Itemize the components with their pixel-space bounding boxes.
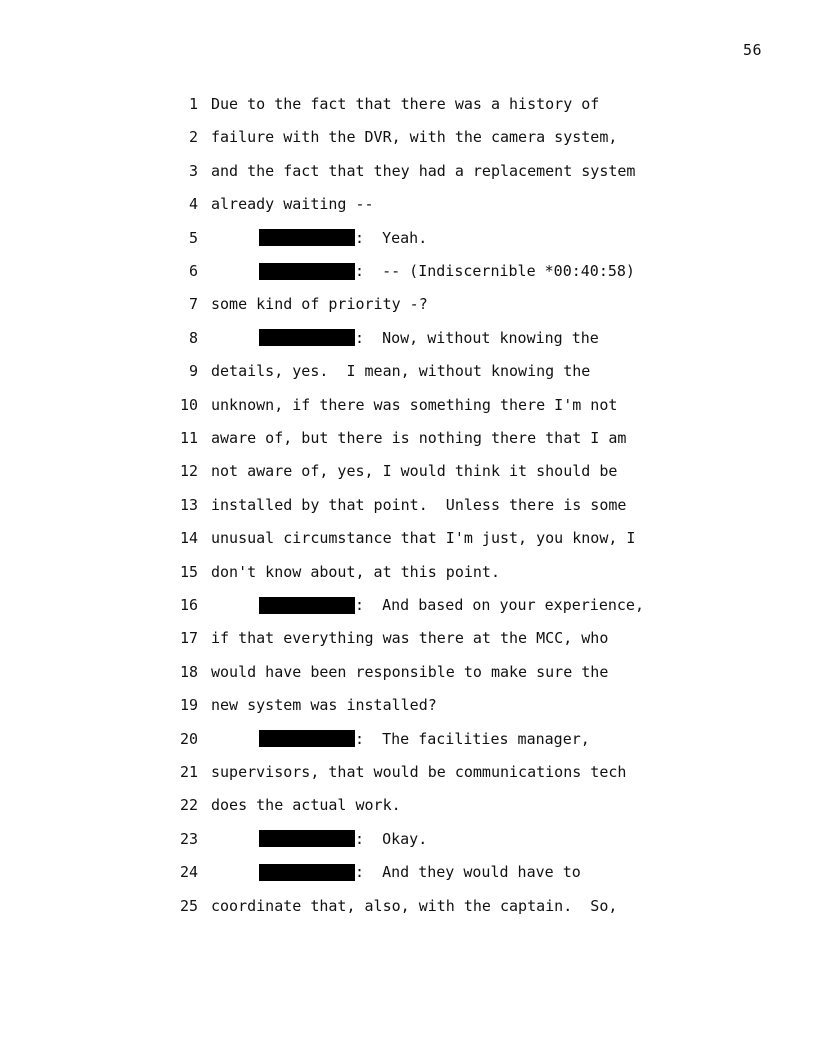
transcript-line — [0, 861, 816, 883]
line-number: 12 — [179, 462, 198, 481]
line-content: if that everything was there at the MCC, who — [211, 629, 609, 648]
line-content: : And based on your experience, — [355, 596, 644, 614]
line-number: 1 — [188, 95, 198, 113]
transcript-line — [0, 527, 816, 549]
line-number: 23 — [179, 829, 198, 848]
line-content: aware of, but there is nothing there that I am — [211, 429, 627, 447]
line-text — [211, 561, 500, 583]
line-text — [211, 661, 608, 683]
line-number: 2 — [188, 128, 198, 147]
line-content: not aware of, yes, I would think it should be — [211, 462, 618, 481]
transcript-line — [0, 828, 816, 850]
line-number: 17 — [179, 629, 198, 648]
transcript-line — [0, 594, 816, 616]
transcript-line — [0, 895, 816, 917]
line-content: : And they would have to — [355, 863, 581, 882]
line-text — [211, 93, 599, 115]
transcript-line — [0, 227, 816, 249]
line-content: supervisors, that would be communications tech — [211, 763, 627, 781]
line-text — [211, 895, 617, 917]
redacted-speaker-name — [259, 329, 355, 346]
speaker-line — [259, 594, 644, 616]
line-content: Due to the fact that there was a history of — [211, 95, 600, 113]
transcript-line — [0, 126, 816, 148]
redacted-speaker-name — [259, 597, 355, 614]
transcript-line — [0, 260, 816, 282]
line-number: 18 — [179, 662, 198, 681]
line-content: : The facilities manager, — [355, 729, 590, 748]
line-number: 8 — [188, 328, 198, 347]
line-content: details, yes. I mean, without knowing the — [211, 362, 591, 381]
page-number: 56 — [742, 41, 762, 59]
line-number: 5 — [188, 228, 198, 247]
line-text — [211, 761, 626, 783]
transcript-line — [0, 728, 816, 750]
line-text — [211, 494, 626, 516]
line-content: : Now, without knowing the — [355, 328, 599, 347]
redacted-speaker-name — [259, 830, 355, 847]
line-content: : -- (Indiscernible *00:40:58) — [355, 262, 635, 280]
line-text — [211, 394, 617, 416]
redacted-speaker-name — [259, 229, 355, 246]
line-content: installed by that point. Unless there is some — [211, 495, 627, 514]
line-content: don't know about, at this point. — [211, 562, 500, 581]
speaker-line — [259, 861, 581, 883]
line-text — [211, 527, 635, 549]
line-content: would have been responsible to make sure the — [211, 662, 609, 681]
line-text — [211, 794, 401, 816]
transcript-line — [0, 360, 816, 382]
line-number: 6 — [188, 262, 198, 280]
transcript-line — [0, 627, 816, 649]
line-number: 15 — [179, 562, 198, 581]
line-text — [211, 694, 437, 716]
speaker-line — [259, 260, 635, 282]
transcript-line — [0, 494, 816, 516]
speaker-line — [259, 327, 599, 349]
transcript-line — [0, 427, 816, 449]
line-number: 21 — [179, 763, 198, 781]
line-number: 25 — [179, 896, 198, 915]
line-content: unknown, if there was something there I'm not — [211, 395, 618, 414]
speaker-line — [259, 227, 427, 249]
redacted-speaker-name — [259, 263, 355, 280]
speaker-line — [259, 728, 590, 750]
line-content: : Okay. — [355, 829, 428, 848]
transcript-line — [0, 761, 816, 783]
line-number: 9 — [188, 362, 198, 381]
line-content: some kind of priority -? — [211, 295, 428, 314]
line-content: coordinate that, also, with the captain. So, — [211, 896, 618, 915]
transcript-line — [0, 93, 816, 115]
line-number: 3 — [188, 161, 198, 180]
line-content: unusual circumstance that I'm just, you know, I — [211, 529, 636, 548]
transcript-line — [0, 327, 816, 349]
transcript-line — [0, 794, 816, 816]
line-text — [211, 193, 374, 215]
line-number: 24 — [179, 863, 198, 882]
line-content: already waiting -- — [211, 195, 374, 214]
transcript-line — [0, 694, 816, 716]
line-content: does the actual work. — [211, 796, 401, 815]
transcript-line — [0, 561, 816, 583]
line-number: 10 — [179, 395, 198, 414]
redacted-speaker-name — [259, 730, 355, 747]
line-content: : Yeah. — [355, 228, 428, 247]
line-number: 4 — [188, 195, 198, 214]
transcript-line — [0, 394, 816, 416]
line-text — [211, 126, 617, 148]
transcript-line — [0, 293, 816, 315]
line-number: 20 — [179, 729, 198, 748]
redacted-speaker-name — [259, 864, 355, 881]
line-content: new system was installed? — [211, 696, 437, 715]
line-number: 16 — [179, 596, 198, 614]
transcript-line — [0, 460, 816, 482]
speaker-line — [259, 828, 427, 850]
line-text — [211, 293, 428, 315]
line-content: and the fact that they had a replacement system — [211, 161, 636, 180]
transcript-line — [0, 160, 816, 182]
line-content: failure with the DVR, with the camera system, — [211, 128, 618, 147]
line-number: 13 — [179, 495, 198, 514]
line-text — [211, 160, 635, 182]
line-number: 11 — [179, 429, 198, 447]
line-text — [211, 360, 590, 382]
transcript-line — [0, 193, 816, 215]
line-number: 19 — [179, 696, 198, 715]
line-number: 14 — [179, 529, 198, 548]
line-number: 22 — [179, 796, 198, 815]
line-number: 7 — [188, 295, 198, 314]
line-text — [211, 460, 617, 482]
line-text — [211, 627, 608, 649]
line-text — [211, 427, 626, 449]
transcript-line — [0, 661, 816, 683]
